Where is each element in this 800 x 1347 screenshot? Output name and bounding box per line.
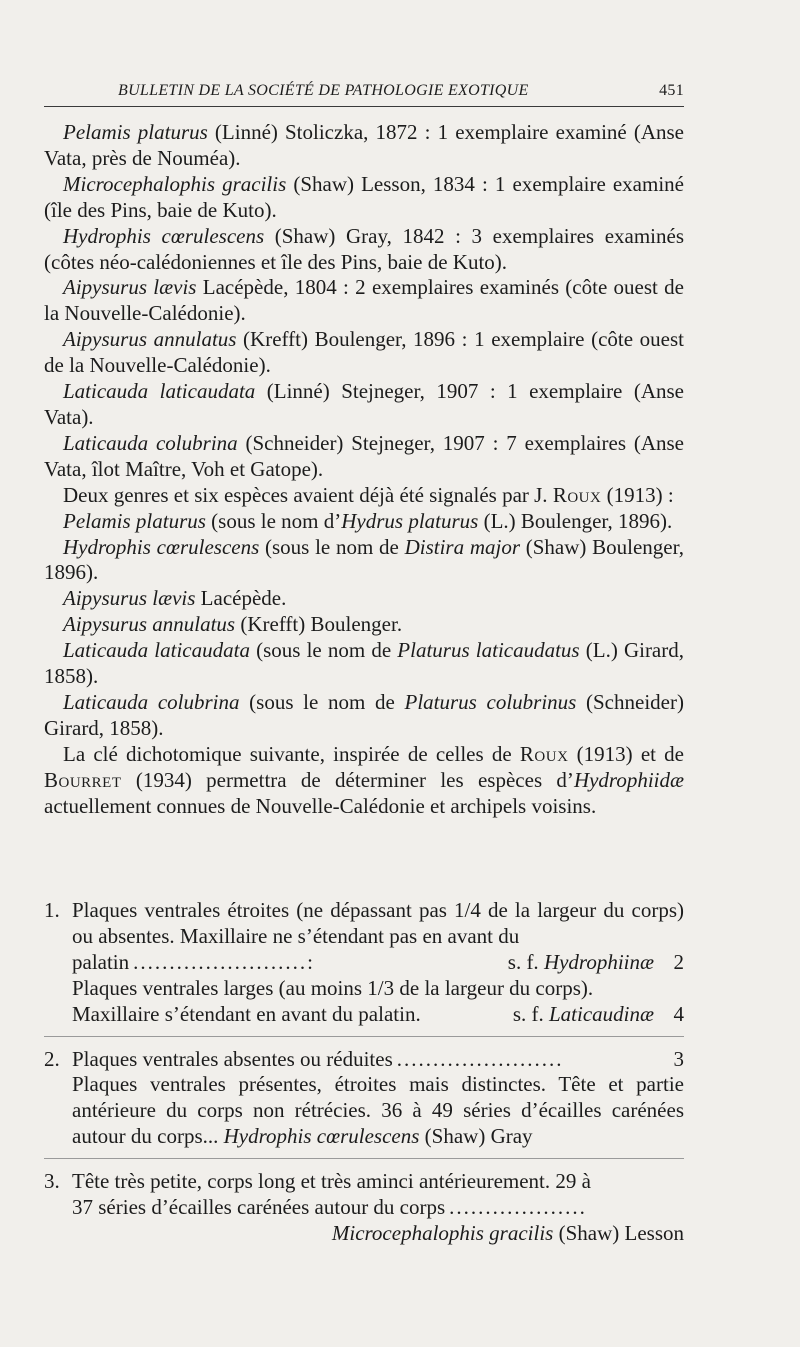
roux-intro-text: Deux genres et six espèces avaient déjà été signalés par J.	[63, 482, 553, 507]
entry-text: (Schneider) Stejneger, 1907 : 7 exemplaires (Anse Vata, îlot Maître, Voh et Gatope).	[44, 430, 684, 481]
couplet-number: 1.	[44, 898, 60, 922]
alternative-text: Plaques ventrales étroites (ne dépassant pas 1/4 de la largeur du corps) ou absentes. Maxillaire ne s’étendant pas en avant du	[72, 898, 684, 948]
species-name: Laticauda laticaudata	[63, 379, 256, 404]
page-number: 451	[659, 82, 684, 99]
synonym-name: Distira major	[404, 534, 520, 559]
synonym-prefix: (sous le nom de	[249, 638, 398, 663]
go-to-number: 2	[673, 949, 684, 974]
key-result	[508, 950, 654, 976]
species-name: Hydrophis cœrulescens	[63, 223, 265, 248]
synonym-suffix: (Schneider) Girard, 1858).	[44, 689, 684, 740]
dot-leader: ...................	[449, 1195, 587, 1220]
taxon-name: Laticaudinæ	[548, 1001, 654, 1026]
key-result	[513, 1002, 654, 1028]
header-rule	[44, 106, 684, 107]
entry	[44, 224, 684, 276]
entry	[44, 431, 684, 483]
roux-list-item	[44, 509, 684, 535]
key-alternative	[72, 976, 684, 1002]
entry	[44, 275, 684, 327]
result-prefix: s. f.	[512, 1001, 549, 1026]
entry-text: (Krefft) Boulenger, 1896 : 1 exemplaire (côte ouest de la Nouvelle-Calédonie).	[44, 327, 684, 378]
family-name: Hydrophiidæ	[573, 767, 684, 792]
key-alternative	[72, 1072, 684, 1150]
species-name: Aipysurus lævis	[63, 275, 197, 300]
entry	[44, 172, 684, 224]
roux-list-item	[44, 586, 684, 612]
key-alternative	[72, 898, 684, 950]
key-result-line	[72, 950, 684, 976]
species-name: Pelamis platurus	[63, 508, 206, 533]
alternative-text: Plaques ventrales larges (au moins 1/3 de la largeur du corps).	[72, 975, 594, 1000]
running-title: BULLETIN DE LA SOCIÉTÉ DE PATHOLOGIE EXOTIQUE	[118, 82, 529, 99]
entry-text: (Shaw) Gray, 1842 : 3 exemplaires examinés (côtes néo-calédoniennes et île des Pins, baie de Kuto).	[44, 223, 685, 274]
key-couplet-2	[44, 1047, 684, 1151]
key-result-line	[72, 1047, 684, 1073]
key-intro-text: (1934) permettra de déterminer les espèces d’	[121, 767, 574, 792]
key-result	[72, 1221, 684, 1247]
author-roux: Roux	[552, 482, 602, 507]
key-result-line	[72, 1195, 684, 1221]
key-intro	[44, 742, 684, 820]
synonym-suffix: (L.) Girard, 1858).	[44, 638, 684, 689]
entry-text: Lacépède, 1804 : 2 exemplaires examinés (côte ouest de la Nouvelle-Calédonie).	[44, 275, 685, 326]
alternative-text: 37 séries d’écailles carénées autour du corps	[72, 1195, 446, 1220]
synonym-suffix: (Shaw) Boulenger, 1896).	[44, 534, 684, 585]
roux-intro	[44, 483, 684, 509]
alternative-text: Plaques ventrales absentes ou réduites	[72, 1046, 393, 1071]
synonym-prefix: (Krefft) Boulenger.	[235, 612, 403, 637]
taxon-name: Hydrophis cœrulescens	[223, 1124, 420, 1149]
species-name: Laticauda colubrina	[63, 689, 240, 714]
dot-leader: ........................:	[133, 949, 315, 974]
couplet-number: 2.	[44, 1046, 60, 1071]
species-name: Laticauda colubrina	[63, 430, 238, 455]
key-intro-text: actuellement connues de Nouvelle-Calédonie et archipels voisins.	[44, 793, 597, 818]
couplet-separator	[44, 1036, 684, 1037]
entry	[44, 327, 684, 379]
roux-list-item	[44, 638, 684, 690]
synonym-name: Platurus colubrinus	[404, 689, 577, 714]
go-to-number: 4	[673, 1001, 684, 1026]
entry	[44, 120, 684, 172]
key-alternative	[72, 1169, 684, 1195]
couplet-number: 3.	[44, 1169, 60, 1194]
entry-text: (Shaw) Lesson, 1834 : 1 exemplaire examiné (île des Pins, baie de Kuto).	[44, 171, 684, 222]
taxon-name: Hydrophiinæ	[543, 949, 654, 974]
roux-year: (1913) :	[606, 482, 674, 507]
alternative-text: palatin	[72, 949, 130, 974]
species-name: Pelamis platurus	[63, 120, 208, 144]
entry-text: (Linné) Stoliczka, 1872 : 1 exemplaire examiné (Anse Vata, près de Nouméa).	[44, 120, 685, 170]
species-name: Laticauda laticaudata	[63, 638, 250, 663]
species-name: Hydrophis cœrulescens	[63, 534, 260, 559]
key-intro-text: (1913) et de	[568, 741, 684, 766]
entry-text: (Linné) Stejneger, 1907 : 1 exemplaire (Anse Vata).	[44, 379, 684, 429]
species-name: Aipysurus annulatus	[63, 612, 236, 637]
roux-list-item	[44, 612, 684, 638]
synonym-name: Hydrus platurus	[341, 508, 479, 533]
roux-list-item	[44, 690, 684, 742]
key-result-line	[72, 1002, 684, 1028]
key-intro-text: La clé dichotomique suivante, inspirée de celles de	[63, 741, 520, 766]
key-couplet-1	[44, 898, 684, 1028]
couplet-separator	[44, 1158, 684, 1159]
taxon-authority: (Shaw) Gray	[419, 1124, 533, 1149]
synonym-prefix: (sous le nom de	[239, 689, 405, 714]
author-bourret: Bourret	[44, 767, 122, 792]
result-prefix: s. f.	[507, 949, 544, 974]
taxon-authority: (Shaw) Lesson	[553, 1220, 684, 1245]
alternative-text: Tête très petite, corps long et très aminci antérieurement. 29 à	[72, 1169, 591, 1194]
alternative-text: Maxillaire s’étendant en avant du palatin.	[72, 1001, 421, 1026]
synonym-prefix: (sous le nom d’	[205, 508, 342, 533]
entry	[44, 379, 684, 431]
species-name: Microcephalophis gracilis	[63, 171, 287, 196]
synonym-prefix: (sous le nom de	[259, 534, 405, 559]
dichotomous-key	[44, 898, 684, 1247]
dot-leader: .......................	[396, 1046, 564, 1071]
taxon-name: Microcephalophis gracilis	[331, 1220, 554, 1245]
author-roux: Roux	[519, 741, 569, 766]
species-name: Aipysurus lævis	[63, 586, 196, 611]
alternative-text: Plaques ventrales présentes, étroites mais distinctes. Tête et partie antérieure du corps non rétrécies. 36 à 49 séries d’écailles carénées autour du corps...	[72, 1072, 684, 1149]
species-name: Aipysurus annulatus	[63, 327, 237, 352]
go-to-number: 3	[673, 1046, 684, 1071]
running-header	[44, 76, 684, 100]
key-couplet-3	[44, 1169, 684, 1247]
synonym-prefix: Lacépède.	[195, 586, 287, 611]
roux-list-item	[44, 535, 684, 587]
main-text	[44, 120, 684, 819]
synonym-suffix: (L.) Boulenger, 1896).	[478, 508, 673, 533]
synonym-name: Platurus laticaudatus	[397, 638, 580, 663]
